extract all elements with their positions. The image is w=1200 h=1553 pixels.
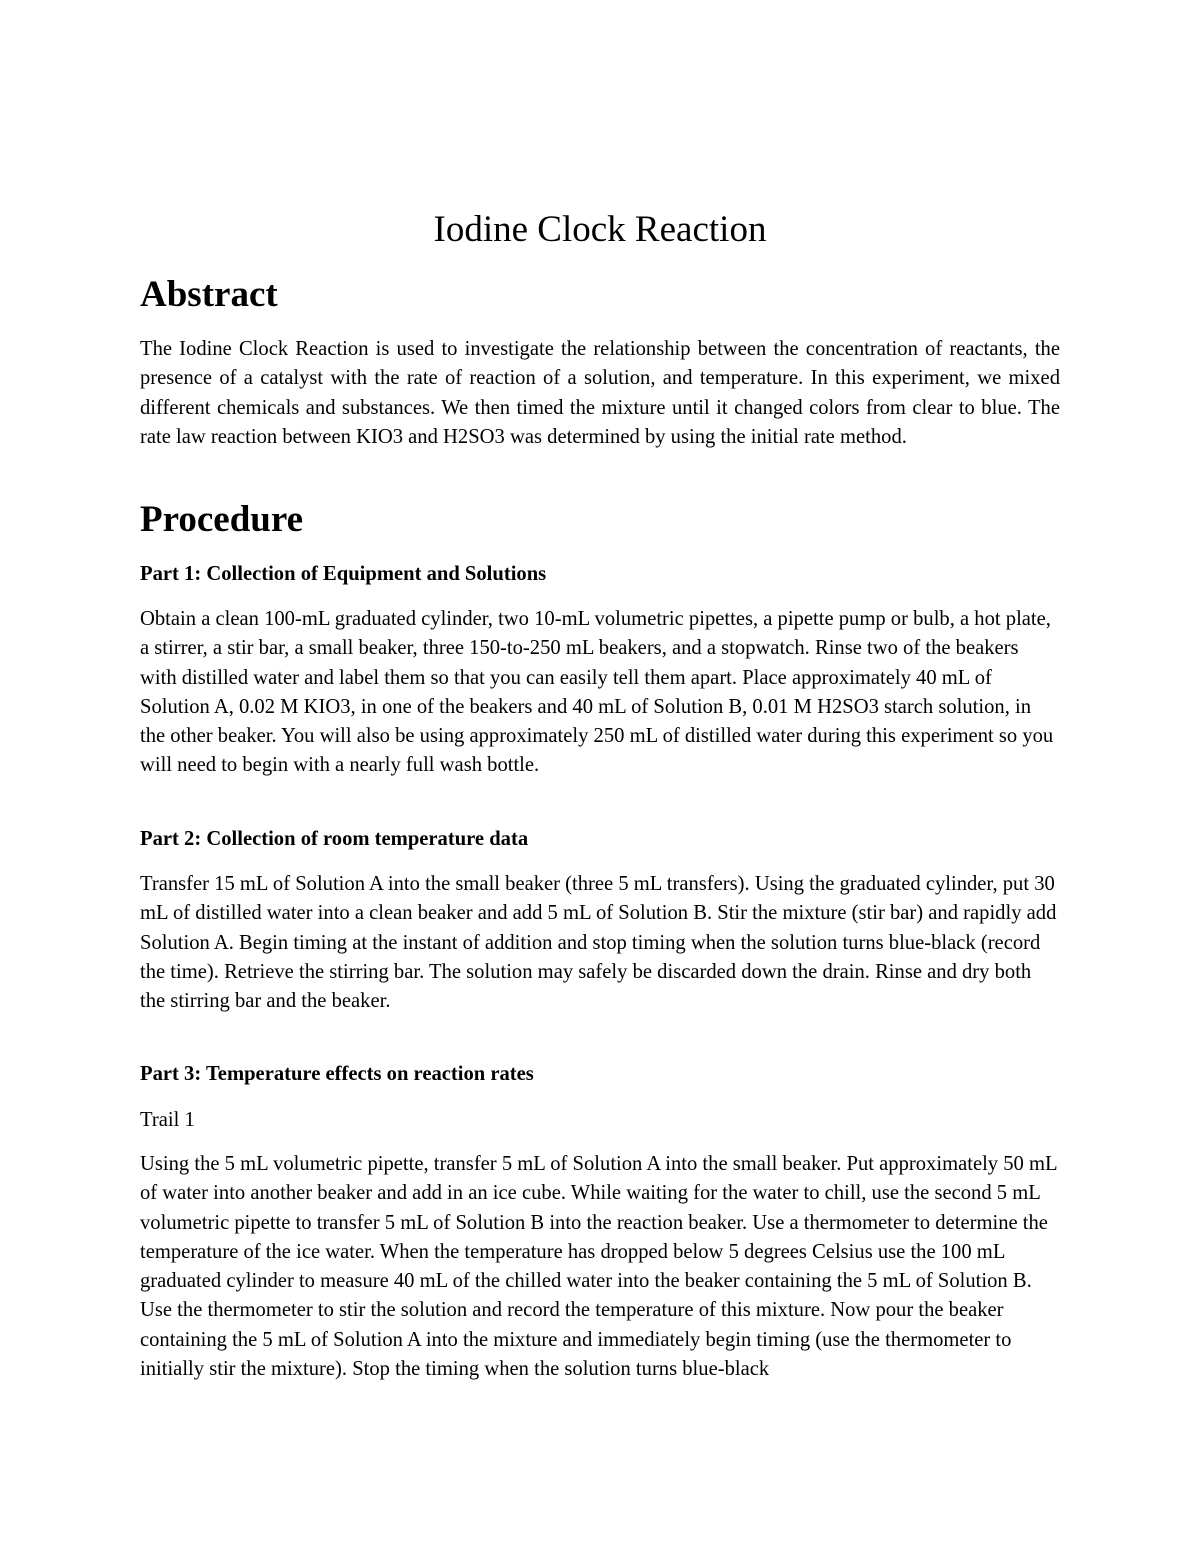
part2-heading: Part 2: Collection of room temperature data (140, 828, 529, 850)
part1-paragraph: Obtain a clean 100-mL graduated cylinder, two 10-mL volumetric pipettes, a pipette pump or bulb, a hot plate, a stirrer, a stir bar, a small beaker, three 150-to-250 mL beakers, and a stopwatch. Rinse two of the beakers with distilled water and label them so that you can easily tell them apart. Place approximately 40 mL of Solution A, 0.02 M KIO3, in one of the beakers and 40 mL of Solution B, 0.01 M H2SO3 starch solution, in the other beaker. You will also be using approximately 250 mL of distilled water during this experiment so you will need to begin with a nearly full wash bottle. (140, 608, 1054, 777)
part2-paragraph: Transfer 15 mL of Solution A into the small beaker (three 5 mL transfers). Using the graduated cylinder, put 30 mL of distilled water into a clean beaker and add 5 mL of Solution B. Stir the mixture (stir bar) and rapidly add Solution A. Begin timing at the instant of addition and stop timing when the solution turns blue-black (record the time). Retrieve the stirring bar. The solution may safely be discarded down the drain. Rinse and dry both the stirring bar and the beaker. (140, 873, 1057, 1013)
procedure-heading: Procedure (140, 499, 304, 540)
part1-heading: Part 1: Collection of Equipment and Solutions (140, 563, 547, 585)
document-title: Iodine Clock Reaction (433, 209, 767, 250)
abstract-paragraph: The Iodine Clock Reaction is used to investigate the relationship between the concentration of reactants, the presence of a catalyst with the rate of reaction of a solution, and temperature. In this experiment, we mixed different chemicals and substances. We then timed the mixture until it changed colors from clear to blue. The rate law reaction between KIO3 and H2SO3 was determined by using the initial rate method. (140, 338, 1060, 448)
abstract-heading: Abstract (140, 274, 278, 315)
document-page (140, 0, 1060, 1553)
part3-heading: Part 3: Temperature effects on reaction rates (140, 1063, 534, 1085)
trail-label: Trail 1 (140, 1109, 195, 1131)
part3-paragraph: Using the 5 mL volumetric pipette, transfer 5 mL of Solution A into the small beaker. Put approximately 50 mL of water into another beaker and add in an ice cube. While waiting for the water to chill, use the second 5 mL volumetric pipette to transfer 5 mL of Solution B into the reaction beaker. Use a thermometer to determine the temperature of the ice water. When the temperature has dropped below 5 degrees Celsius use the 100 mL graduated cylinder to measure 40 mL of the chilled water into the beaker containing the 5 mL of Solution B. Use the thermometer to stir the solution and record the temperature of this mixture. Now pour the beaker containing the 5 mL of Solution A into the mixture and immediately begin timing (use the thermometer to initially stir the mixture). Stop the timing when the solution turns blue-black (140, 1153, 1057, 1381)
